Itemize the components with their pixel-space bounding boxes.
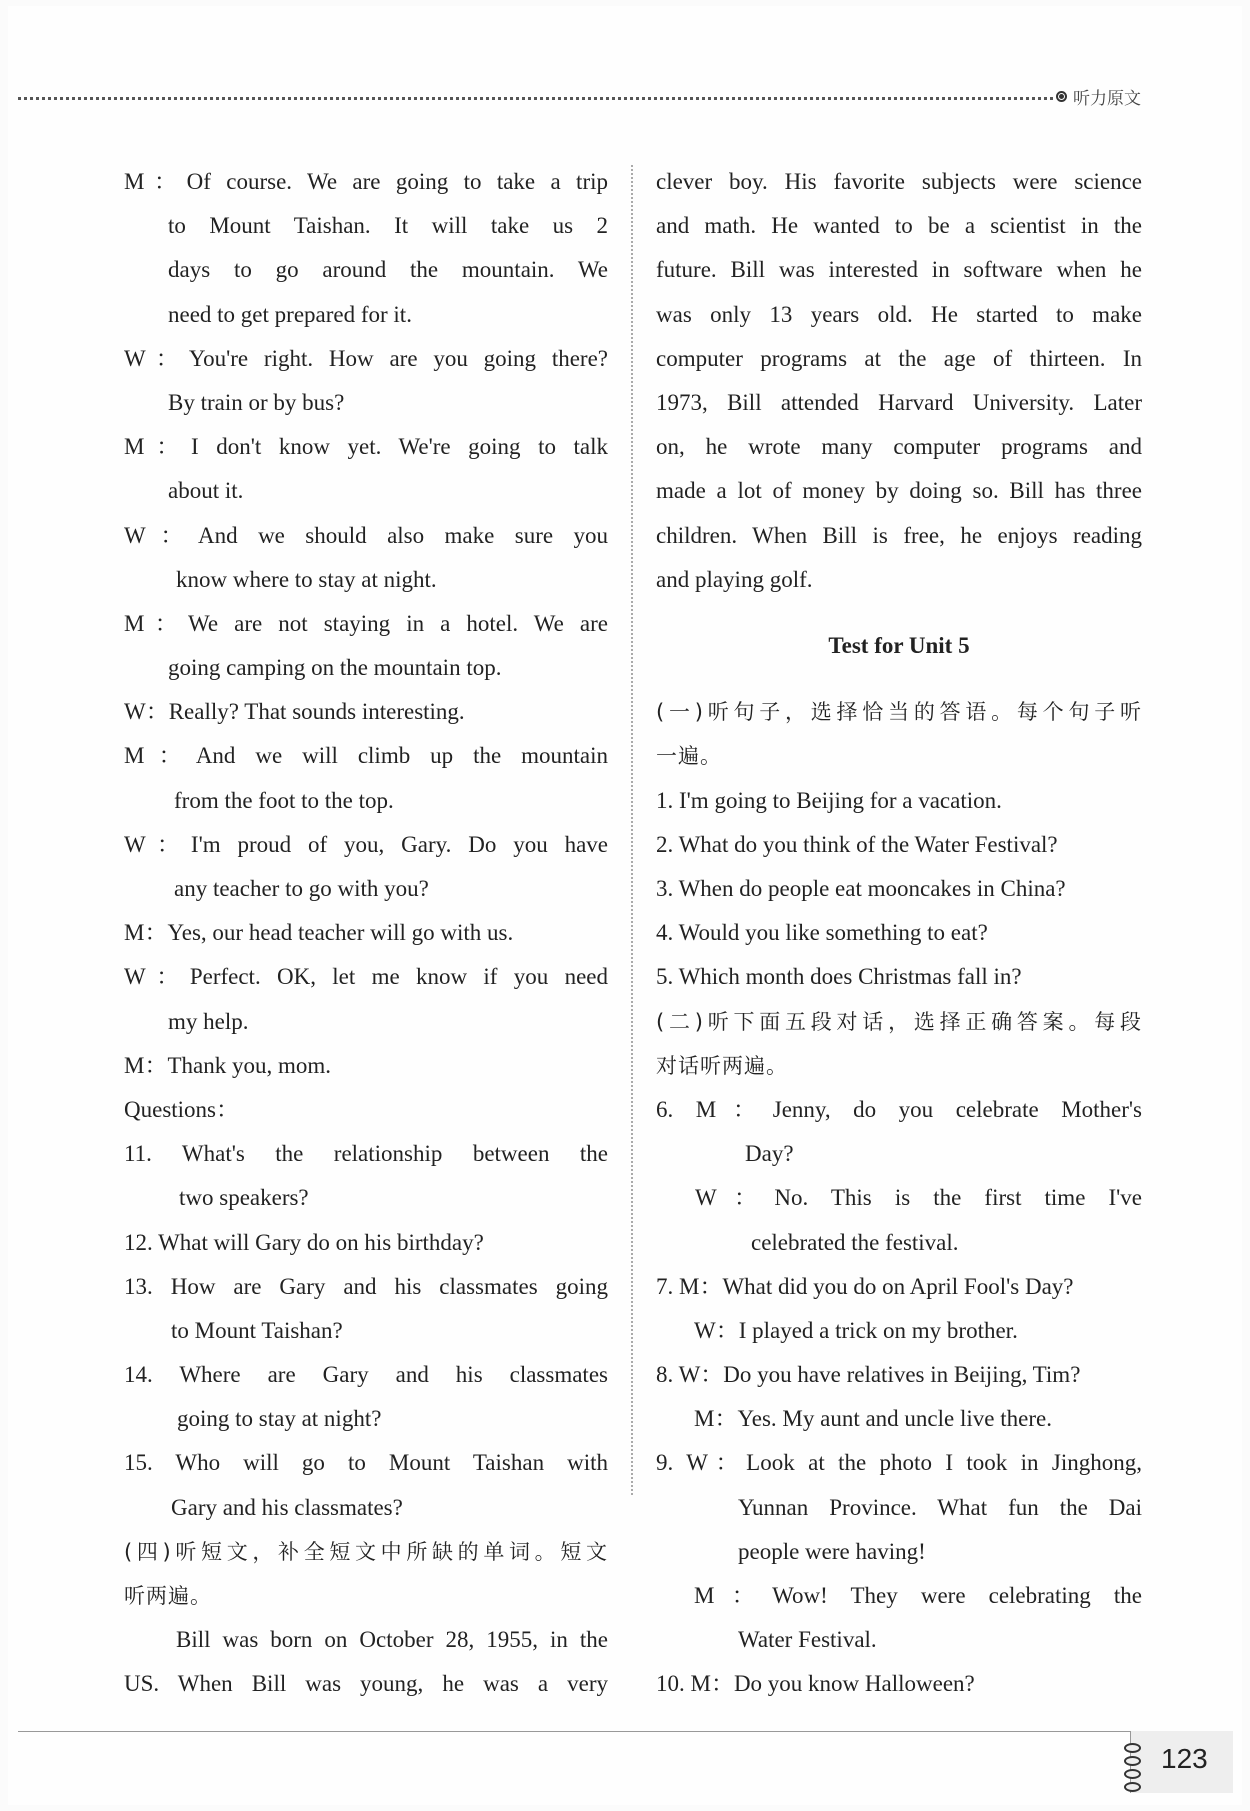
- section-title: 听力原文: [1073, 89, 1141, 109]
- text-line: future. Bill was interested in software when he: [656, 257, 1142, 283]
- page-number: 123: [1161, 1743, 1208, 1774]
- text-line: W：No. This is the first time I've: [695, 1185, 1142, 1211]
- text-line: M：Of course. We are going to take a trip: [124, 169, 608, 194]
- text-line: 10. M：Do you know Halloween?: [656, 1671, 975, 1697]
- text-line: 对话听两遍。: [656, 1053, 788, 1078]
- column-divider: [631, 165, 633, 1495]
- text-line: M：Thank you, mom.: [124, 1052, 331, 1078]
- text-line: (一)听句子，选择恰当的答语。每个句子听: [656, 700, 1142, 725]
- text-line: W：I played a trick on my brother.: [694, 1317, 1018, 1343]
- text-line: 6. M：Jenny, do you celebrate Mother's: [656, 1096, 1142, 1122]
- text-line: 9. W：Look at the photo I took in Jinghong,: [656, 1450, 1142, 1476]
- text-line: W：Perfect. OK, let me know if you need: [124, 964, 608, 990]
- text-line: and math. He wanted to be a scientist in the: [656, 213, 1142, 239]
- text-line: clever boy. His favorite subjects were science: [656, 169, 1142, 194]
- text-line: (二)听下面五段对话，选择正确答案。每段: [656, 1009, 1142, 1034]
- left-column: [124, 160, 608, 1707]
- text-line: 一遍。: [656, 744, 722, 769]
- text-line: Water Festival.: [738, 1627, 877, 1653]
- text-line: 5. Which month does Christmas fall in?: [656, 964, 1022, 990]
- text-line: M：I don't know yet. We're going to talk: [124, 434, 608, 460]
- text-line: 1. I'm going to Beijing for a vacation.: [656, 787, 1002, 813]
- text-line: 3. When do people eat mooncakes in China?: [656, 876, 1066, 902]
- text-line: need to get prepared for it.: [168, 301, 412, 327]
- text-line: M：Yes, our head teacher will go with us.: [124, 920, 514, 946]
- text-line: Questions：: [124, 1096, 239, 1122]
- text-line: 2. What do you think of the Water Festival?: [656, 831, 1058, 857]
- text-line: W：Really? That sounds interesting.: [124, 699, 465, 725]
- text-line: 7. M：What did you do on April Fool's Day?: [656, 1273, 1074, 1299]
- text-line: 14. Where are Gary and his classmates: [124, 1362, 608, 1388]
- text-line: M：And we will climb up the mountain: [124, 743, 608, 769]
- text-line: computer programs at the age of thirteen. In: [656, 345, 1142, 371]
- text-line: (四)听短文，补全短文中所缺的单词。短文: [124, 1539, 608, 1564]
- text-line: children. When Bill is free, he enjoys reading: [656, 522, 1142, 548]
- text-line: made a lot of money by doing so. Bill has three: [656, 478, 1142, 504]
- text-line: on, he wrote many computer programs and: [656, 434, 1142, 460]
- text-line: two speakers?: [179, 1185, 309, 1211]
- text-line: 听两遍。: [124, 1584, 212, 1608]
- text-line: was only 13 years old. He started to make: [656, 301, 1142, 327]
- text-line: 13. How are Gary and his classmates going: [124, 1273, 608, 1299]
- footer-rule: [18, 1731, 1130, 1732]
- text-line: 11. What's the relationship between the: [124, 1141, 608, 1167]
- text-line: Bill was born on October 28, 1955, in the: [176, 1627, 608, 1653]
- text-line: from the foot to the top.: [174, 787, 394, 813]
- section-heading: Test for Unit 5: [828, 632, 970, 658]
- binder-rings-icon: [1124, 1743, 1141, 1792]
- text-line: people were having!: [738, 1538, 926, 1564]
- text-line: any teacher to go with you?: [174, 876, 429, 901]
- running-header: [1056, 84, 1141, 109]
- text-line: W：I'm proud of you, Gary. Do you have: [124, 831, 608, 857]
- text-line: Yunnan Province. What fun the Dai: [738, 1494, 1142, 1520]
- text-line: going to stay at night?: [177, 1406, 382, 1432]
- text-line: and playing golf.: [656, 566, 813, 592]
- text-line: M：Yes. My aunt and uncle live there.: [694, 1406, 1052, 1432]
- text-line: Gary and his classmates?: [171, 1494, 403, 1520]
- text-line: 8. W：Do you have relatives in Beijing, Tim?: [656, 1362, 1081, 1388]
- header-dotted-rule: [18, 97, 1053, 100]
- text-line: my help.: [168, 1008, 249, 1034]
- text-line: M：Wow! They were celebrating the: [694, 1583, 1142, 1609]
- text-line: 15. Who will go to Mount Taishan with: [124, 1450, 608, 1476]
- text-line: By train or by bus?: [168, 389, 345, 415]
- text-line: 12. What will Gary do on his birthday?: [124, 1229, 484, 1255]
- page-number-box: [1130, 1731, 1233, 1793]
- text-line: know where to stay at night.: [176, 566, 437, 592]
- text-line: M：We are not staying in a hotel. We are: [124, 610, 608, 636]
- text-line: W：And we should also make sure you: [124, 522, 608, 548]
- text-line: Day?: [745, 1141, 794, 1167]
- text-line: W：You're right. How are you going there?: [124, 345, 608, 371]
- target-bullet-icon: [1056, 91, 1067, 102]
- text-line: 1973, Bill attended Harvard University. Later: [656, 389, 1142, 415]
- text-line: to Mount Taishan. It will take us 2: [168, 213, 608, 239]
- text-line: 4. Would you like something to eat?: [656, 920, 988, 946]
- right-column: [656, 160, 1142, 1707]
- text-line: celebrated the festival.: [751, 1229, 959, 1255]
- text-line: going camping on the mountain top.: [168, 655, 502, 681]
- text-line: US. When Bill was young, he was a very: [124, 1671, 608, 1697]
- text-line: about it.: [168, 478, 244, 504]
- text-line: to Mount Taishan?: [171, 1317, 343, 1343]
- text-line: days to go around the mountain. We: [168, 257, 608, 283]
